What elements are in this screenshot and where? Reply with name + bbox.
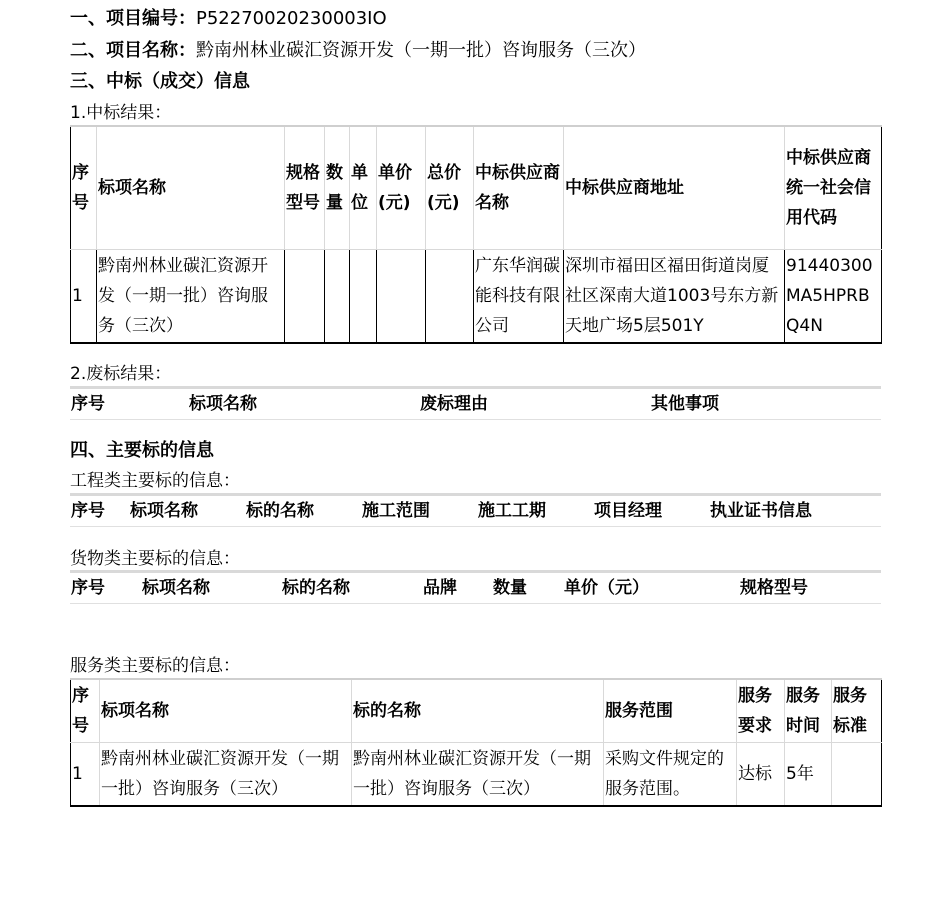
- project-name-line: [70, 36, 646, 62]
- subject-name: 黔南州林业碳汇资源开发（一期一批）咨询服务（三次）: [352, 742, 604, 806]
- header-cell: 执业证书信息: [710, 501, 812, 521]
- table-row: [71, 249, 882, 343]
- header-cell: 废标理由: [420, 394, 488, 414]
- header-cell: 标项名称: [189, 394, 257, 414]
- main-subject-heading: 四、主要标的信息: [70, 440, 214, 461]
- header-cell: 规格型号: [285, 126, 325, 249]
- header-cell: 标项名称: [130, 501, 198, 521]
- project-number-line: [70, 4, 387, 30]
- header-cell: 数量: [325, 126, 350, 249]
- service-table: [70, 678, 882, 807]
- header-cell: 规格型号: [740, 578, 808, 598]
- void-header-row: [70, 388, 881, 420]
- header-cell: 服务时间: [785, 679, 832, 742]
- header-cell: 施工范围: [362, 501, 430, 521]
- engineering-table: [70, 493, 881, 527]
- item-name: 黔南州林业碳汇资源开发（一期一批）咨询服务（三次）: [97, 249, 285, 343]
- row-index: 1: [71, 249, 97, 343]
- engineering-header-row: [70, 495, 881, 527]
- spec: [285, 249, 325, 343]
- engineering-title: 工程类主要标的信息：: [70, 471, 240, 491]
- project-name-label: 二、项目名称：: [70, 40, 196, 61]
- header-cell: 序号: [71, 394, 105, 414]
- header-cell: 单价（元）: [564, 578, 649, 598]
- supplier-name: 广东华润碳能科技有限公司: [474, 249, 564, 343]
- service-standard: [832, 742, 882, 806]
- table-row: [71, 742, 882, 806]
- header-cell: 服务范围: [604, 679, 737, 742]
- void-result-title: 2.废标结果：: [70, 364, 172, 384]
- project-number-value: P52270020230003IO: [196, 8, 387, 29]
- award-header-row: [71, 126, 882, 249]
- service-time: 5年: [785, 742, 832, 806]
- supplier-address: 深圳市福田区福田街道岗厦社区深南大道1003号东方新天地广场5层501Y: [564, 249, 785, 343]
- header-cell: 项目经理: [594, 501, 662, 521]
- header-cell: 标项名称: [97, 126, 285, 249]
- header-cell: 标项名称: [142, 578, 210, 598]
- goods-title: 货物类主要标的信息：: [70, 549, 240, 569]
- unit-price: [377, 249, 426, 343]
- header-cell: 其他事项: [651, 394, 719, 414]
- service-header-row: [71, 679, 882, 742]
- row-index: 1: [71, 742, 100, 806]
- item-name: 黔南州林业碳汇资源开发（一期一批）咨询服务（三次）: [100, 742, 352, 806]
- header-cell: 单位: [350, 126, 377, 249]
- project-number-label: 一、项目编号：: [70, 8, 196, 29]
- header-cell: 单价(元): [377, 126, 426, 249]
- service-requirement: 达标: [737, 742, 785, 806]
- service-scope: 采购文件规定的服务范围。: [604, 742, 737, 806]
- award-result-table: [70, 125, 882, 344]
- award-info-heading: 三、中标（成交）信息: [70, 71, 250, 92]
- goods-table: [70, 570, 881, 604]
- header-cell: 品牌: [423, 578, 457, 598]
- header-cell: 中标供应商统一社会信用代码: [785, 126, 882, 249]
- total-price: [426, 249, 474, 343]
- void-result-table: [70, 386, 881, 420]
- header-cell: 标的名称: [246, 501, 314, 521]
- header-cell: 中标供应商名称: [474, 126, 564, 249]
- header-cell: 总价(元): [426, 126, 474, 249]
- header-cell: 标项名称: [100, 679, 352, 742]
- project-name-value: 黔南州林业碳汇资源开发（一期一批）咨询服务（三次）: [196, 40, 646, 61]
- award-result-title: 1.中标结果：: [70, 103, 172, 123]
- header-cell: 标的名称: [282, 578, 350, 598]
- header-cell: 序号: [71, 501, 105, 521]
- header-cell: 服务标准: [832, 679, 882, 742]
- header-cell: 序号: [71, 679, 100, 742]
- quantity: [325, 249, 350, 343]
- header-cell: 服务要求: [737, 679, 785, 742]
- unit: [350, 249, 377, 343]
- header-cell: 施工工期: [478, 501, 546, 521]
- header-cell: 中标供应商地址: [564, 126, 785, 249]
- credit-code: 91440300MA5HPRBQ4N: [785, 249, 882, 343]
- header-cell: 数量: [493, 578, 527, 598]
- service-title: 服务类主要标的信息：: [70, 656, 240, 676]
- header-cell: 序号: [71, 578, 105, 598]
- header-cell: 标的名称: [352, 679, 604, 742]
- header-cell: 序号: [71, 126, 97, 249]
- goods-header-row: [70, 572, 881, 604]
